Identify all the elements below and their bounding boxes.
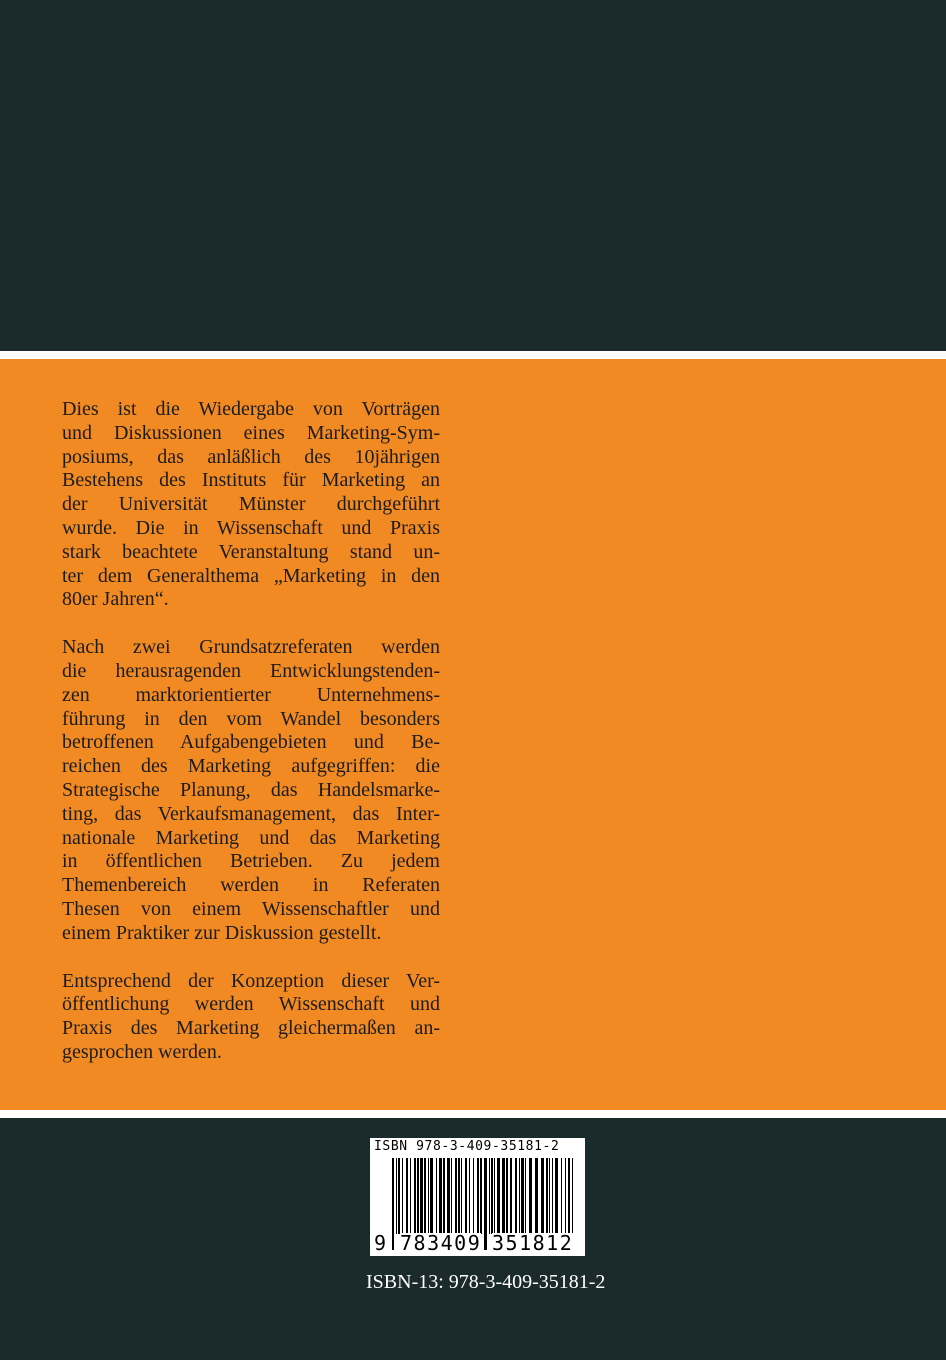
barcode-bar (552, 1158, 553, 1234)
barcode-bar (477, 1158, 479, 1234)
barcode-bar (430, 1158, 433, 1234)
barcode-bar (510, 1158, 512, 1234)
barcode-bar (465, 1158, 467, 1234)
white-stripe-bottom (0, 1110, 946, 1118)
barcode-bar (561, 1158, 562, 1234)
barcode-bar (494, 1158, 495, 1234)
barcode-bar (535, 1158, 538, 1234)
blurb-line: in öffentlichen Betrieben. Zu jedem (62, 850, 440, 873)
blurb-line: ting, das Verkaufsmanagement, das Inter- (62, 802, 440, 825)
barcode-bar (521, 1158, 524, 1234)
barcode-bar (392, 1158, 394, 1250)
barcode-bar (424, 1158, 426, 1234)
barcode-bar (519, 1158, 520, 1234)
blurb-line: wurde. Die in Wissenschaft und Praxis (62, 516, 440, 539)
barcode-bar (491, 1158, 493, 1234)
barcode-bar (402, 1158, 403, 1234)
blurb-line: Bestehens des Instituts für Marketing an (62, 469, 440, 492)
blurb-line: gesprochen werden. (62, 1040, 222, 1063)
barcode-bar (502, 1158, 505, 1234)
barcode-bar (455, 1158, 457, 1234)
barcode-digit-group-left: 783409 (400, 1231, 482, 1255)
blurb-line: Entsprechend der Konzeption dieser Ver- (62, 969, 440, 992)
blurb-line: nationale Marketing und das Marketing (62, 826, 440, 849)
barcode-bar (515, 1158, 517, 1234)
barcode-bar (546, 1158, 548, 1234)
barcode-bar (447, 1158, 450, 1234)
blurb-line: und Diskussionen eines Marketing-Sym- (62, 421, 440, 444)
barcode-bar (396, 1158, 397, 1234)
barcode-bar (484, 1158, 487, 1250)
barcode-bar (555, 1158, 558, 1234)
barcode-bar (410, 1158, 411, 1234)
barcode-digit-first: 9 (374, 1231, 387, 1255)
isbn-barcode (370, 1138, 585, 1256)
barcode-digit-group-right: 351812 (492, 1231, 574, 1255)
blurb-line: Praxis des Marketing gleichermaßen an- (62, 1017, 440, 1040)
barcode-bar (439, 1158, 442, 1234)
blurb-line: posiums, das anläßlich des 10jährigen (62, 445, 440, 468)
barcode-bar (549, 1158, 550, 1234)
white-stripe-top (0, 351, 946, 359)
barcode-isbn-label: ISBN 978-3-409-35181-2 (374, 1139, 560, 1154)
barcode-bar (529, 1158, 532, 1234)
blurb-line: stark beachtete Veranstaltung stand un- (62, 540, 440, 563)
blurb-line: zen marktorientierter Unternehmens- (62, 683, 440, 706)
blurb-line: Nach zwei Grundsatzreferaten werden (62, 636, 440, 659)
barcode-bar (565, 1158, 566, 1234)
barcode-bar (428, 1158, 429, 1234)
barcode-bar (414, 1158, 416, 1234)
isbn-13-text: ISBN-13: 978-3-409-35181-2 (366, 1271, 606, 1293)
barcode-bar (451, 1158, 452, 1234)
blurb-line: der Universität Münster durchgeführt (62, 493, 440, 516)
blurb-line: Themenbereich werden in Referaten (62, 874, 440, 897)
barcode-bar (458, 1158, 460, 1234)
top-dark-band (0, 0, 946, 351)
barcode-bar (436, 1158, 437, 1234)
blurb-line: öffentlichung werden Wissenschaft und (62, 993, 440, 1016)
barcode-bar (469, 1158, 470, 1234)
barcode-bar (406, 1158, 408, 1234)
barcode-bar (480, 1158, 482, 1234)
barcode-bar (525, 1158, 526, 1234)
barcode-bar (497, 1158, 500, 1234)
blurb-paragraph (62, 970, 440, 1065)
blurb-line: reichen des Marketing aufgegriffen: die (62, 755, 440, 778)
barcode-bar (420, 1158, 423, 1234)
barcode-bar (506, 1158, 508, 1234)
barcode-bar (473, 1158, 474, 1234)
blurb-line: einem Praktiker zur Diskussion gestellt. (62, 921, 382, 944)
blurb-line: Dies ist die Wiedergabe von Vorträgen (62, 398, 440, 420)
blurb-line: Thesen von einem Wissenschaftler und (62, 897, 440, 920)
blurb-paragraph (62, 636, 440, 945)
barcode-bar (461, 1158, 462, 1234)
blurb-line: führung in den vom Wandel besonders (62, 707, 440, 730)
barcode-bar (541, 1158, 544, 1234)
barcode-bar (443, 1158, 445, 1234)
barcode-bar (398, 1158, 400, 1234)
back-cover-blurb (62, 398, 440, 1089)
blurb-line: betroffenen Aufgabengebieten und Be- (62, 731, 440, 754)
blurb-line: die herausragenden Entwicklungstenden- (62, 659, 440, 682)
blurb-line: ter dem Generalthema „Marketing in den (62, 564, 440, 587)
barcode-bar (489, 1158, 490, 1234)
barcode-bar (417, 1158, 419, 1234)
blurb-line: 80er Jahren“. (62, 588, 169, 611)
barcode-bar (568, 1158, 570, 1234)
blurb-line: Strategische Planung, das Handelsmarke- (62, 778, 440, 801)
blurb-paragraph (62, 398, 440, 612)
